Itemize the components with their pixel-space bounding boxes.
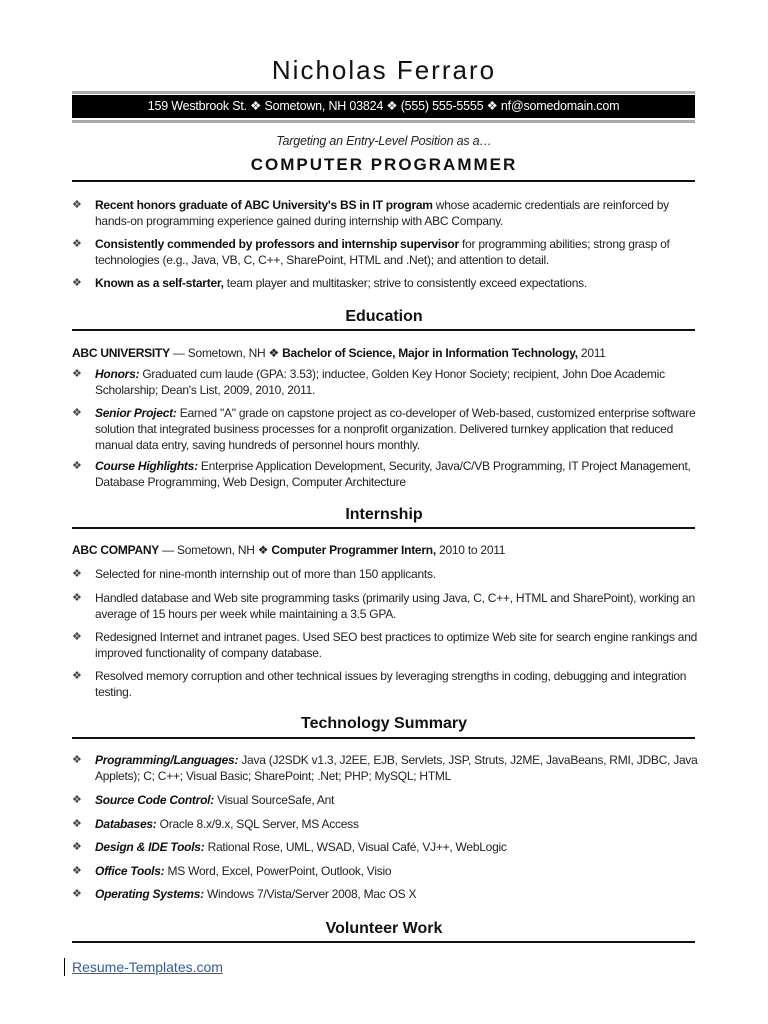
bullet-icon: ❖ [72,841,82,853]
volunteer-heading: Volunteer Work [325,920,443,937]
education-item [72,405,702,453]
summary-item [72,275,702,291]
summary-text: team player and multitasker; strive to consistently exceed expectations. [223,276,587,290]
item-label: Source Code Control: [95,793,215,807]
item-label: Operating Systems: [95,887,204,901]
item-label: Senior Project: [95,406,177,420]
bullet-icon: ❖ [72,568,82,580]
bullet-icon: ❖ [72,460,82,472]
divider [72,527,695,529]
summary-text: whose academic credentials are reinforced by hands-on programming experience gained during internship with ABC Company. [95,198,669,228]
item-label: Design & IDE Tools: [95,840,205,854]
tech-item [72,752,702,784]
item-text: Handled database and Web site programming tasks (primarily using Java, C, C++, HTML and SharePoint), working an average of 15 hours per week while maintaining a 3.5 GPA. [95,591,695,621]
item-label: Honors: [95,367,140,381]
item-text: Redesigned Internet and intranet pages. Used SEO best practices to optimize Web site for search engine rankings and improved functionality of company database. [95,630,698,660]
bullet-icon: ❖ [72,277,82,289]
internship-item [72,590,702,622]
item-text: Visual SourceSafe, Ant [214,793,335,807]
company: ABC COMPANY [72,543,160,557]
divider [72,120,695,123]
education-item [72,366,702,398]
summary-bold: Recent honors graduate of ABC University's BS in IT program [95,198,433,212]
education-entry [72,345,702,361]
divider [72,737,695,739]
bullet-icon: ❖ [72,407,82,419]
bullet-icon: ❖ [72,368,82,380]
role: Computer Programmer Intern, [271,543,436,557]
item-text: Earned "A" grade on capstone project as co-developer of Web-based, customized enterprise software solution that integrated business processes for a nonprofit organization. Delivered turnkey application that reduced manual data entry, saving hundreds of personnel hours monthly. [95,406,696,452]
education-heading: Education [345,308,423,325]
summary-bold: Consistently commended by professors and internship supervisor [95,237,459,251]
item-label: Programming/Languages: [95,753,239,767]
job-title: COMPUTER PROGRAMMER [250,155,518,174]
bullet-icon: ❖ [72,865,82,877]
degree: Bachelor of Science, Major in Information Technology, [282,346,578,360]
tech-item [72,886,702,902]
candidate-name: Nicholas Ferraro [271,55,497,85]
resume-templates-link[interactable]: Resume-Templates.com [72,959,223,975]
bullet-icon: ❖ [72,754,82,766]
bullet-icon: ❖ [72,670,82,682]
item-text: Windows 7/Vista/Server 2008, Mac OS X [203,887,417,901]
divider [72,941,695,943]
divider [72,180,695,182]
item-label: Course Highlights: [95,459,198,473]
item-text: MS Word, Excel, PowerPoint, Outlook, Visio [164,864,392,878]
technology-heading: Technology Summary [301,715,467,732]
summary-bold: Known as a self-starter, [95,276,224,290]
bullet-icon: ❖ [72,888,82,900]
item-text: Selected for nine-month internship out of more than 150 applicants. [95,567,436,581]
item-label: Databases: [95,817,157,831]
summary-item [72,236,702,268]
item-text: Oracle 8.x/9.x, SQL Server, MS Access [156,817,359,831]
internship-item [72,566,702,582]
item-text: Rational Rose, UML, WSAD, Visual Café, VJ++, WebLogic [204,840,507,854]
bullet-icon: ❖ [72,238,82,250]
bullet-icon: ❖ [72,631,82,643]
item-text: Resolved memory corruption and other technical issues by leveraging strengths in coding, debugging and integration testing. [95,669,687,699]
contact-band: 159 Westbrook St. ❖ Sometown, NH 03824 ❖ (555) 555-5555 ❖ nf@somedomain.com [72,95,695,118]
bullet-icon: ❖ [72,794,82,806]
divider [72,329,695,331]
internship-entry [72,542,702,558]
grad-year: 2011 [577,346,606,360]
bullet-icon: ❖ [72,818,82,830]
school-location: — Sometown, NH ❖ [169,346,283,360]
summary-item [72,197,702,229]
tech-item [72,792,702,808]
education-item [72,458,702,490]
tech-item [72,839,702,855]
targeting-line: Targeting an Entry-Level Position as a… [276,134,492,148]
item-text: Graduated cum laude (GPA: 3.53); inductee, Golden Key Honor Society; recipient, John Doe Academic Scholarship; Dean's List, 2009, 2010, 2011. [95,367,665,397]
school: ABC UNIVERSITY [72,346,170,360]
tech-item [72,816,702,832]
dates: 2010 to 2011 [435,543,506,557]
internship-item [72,668,702,700]
bullet-icon: ❖ [72,592,82,604]
company-location: — Sometown, NH ❖ [159,543,272,557]
tech-item [72,863,702,879]
summary-text: for programming abilities; strong grasp of technologies (e.g., Java, VB, C, C++, SharePoint, HTML and .Net); and attention to detail. [95,237,670,267]
divider [72,91,695,94]
bullet-icon: ❖ [72,199,82,211]
item-label: Office Tools: [95,864,165,878]
internship-item [72,629,702,661]
item-text: Java (J2SDK v1.3, J2EE, EJB, Servlets, JSP, Struts, J2ME, JavaBeans, RMI, JDBC, Java Applets); C; C++; Visual Basic; SharePoint; .Net; PHP; MySQL; HTML [95,753,698,783]
item-text: Enterprise Application Development, Security, Java/C/VB Programming, IT Project Management, Database Programming, Web Design, Computer Architecture [95,459,691,489]
text-cursor [64,958,65,976]
internship-heading: Internship [345,506,423,523]
